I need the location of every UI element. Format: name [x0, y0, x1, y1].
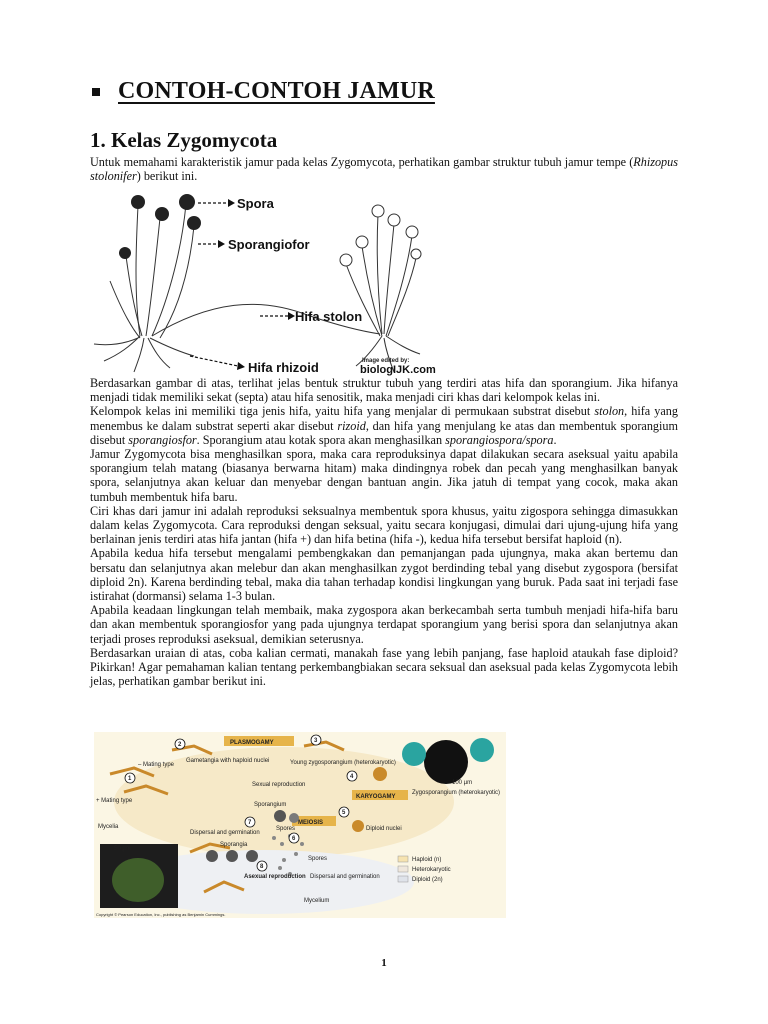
p2-text-e: . [553, 432, 557, 447]
p2-text-d: . Sporangium atau kotak spora akan menghasilkan [196, 432, 446, 447]
step-6-number: 6 [292, 836, 296, 842]
left-plant-illustration [94, 204, 380, 372]
step-5-number: 5 [342, 810, 346, 816]
image-credit-line1: Image edited by: [362, 358, 410, 364]
intro-paragraph [90, 155, 678, 183]
label-hifa-rhizoid: Hifa rhizoid [248, 360, 319, 375]
left-sporangia [119, 194, 201, 259]
main-title: CONTOH-CONTOH JAMUR [118, 78, 435, 104]
step-2-number: 2 [178, 742, 182, 748]
intro-text-before: Untuk memahami karakteristik jamur pada kelas Zygomycota, perhatikan gambar struktur tubuh jamur tempe ( [90, 155, 634, 169]
step-1-number: 1 [128, 776, 132, 782]
paragraph-6: Apabila keadaan lingkungan telah membaik, maka zygospora akan berkecambah serta tumbuh menjadi hifa-hifa baru dan akan membentuk sporangiosfor yang pada ujungnya terdapat sporangium yang berisi spora dan selanjutnya akan terjadi proses reproduksi aseksual, demikian seterusnya. [90, 603, 678, 646]
diploid-nuclei-label: Diploid nuclei [366, 826, 402, 832]
gametangia-label: Gametangia with haploid nuclei [186, 758, 270, 764]
paragraph-5: Apabila kedua hifa tersebut mengalami pembengkakan dan pemanjangan pada ujungnya, maka akan bertemu dan bersatu dan selanjutnya akan melebur dan akan menghasilkan zygot berdinding tebal yang disebut zygospora (bersifat diploid 2n). Karena berdinding tebal, maka dia tahan terhadap kondisi lingkungan yang buruk. Pada saat ini terjadi fase istirahat (dormansi) selama 1-3 bulan. [90, 546, 678, 604]
image-credit-line2: biologIJK.com [360, 364, 436, 376]
meiosis-label: MEIOSIS [298, 820, 324, 826]
term-sporangiospora: sporangiospora/spora [445, 432, 554, 447]
main-heading-row [92, 78, 435, 105]
paragraph-4: Ciri khas dari jamur ini adalah reproduksi seksualnya membentuk spora khusus, yaitu zigospora sehingga dimasukkan dalam kelas Zygomycota. Cara reproduksi dengan seksual, yaitu secara konjugasi, dimulai dari ujung-ujung hifa yang berlainan jenis terdiri atas hifa jantan (hifa +) dan hifa betina (hifa -), kedua hifa tersebut bersifat haploid (n). [90, 503, 678, 547]
section-title: 1. Kelas Zygomycota [90, 128, 278, 152]
term-stolon: stolon [594, 404, 625, 419]
dispersal-germination-1-label: Dispersal and germination [190, 830, 260, 836]
legend-swatch-diploid [398, 876, 408, 882]
p2-text-c: , dan hifa yang menjulang ke atas dan membentuk sporangium disebut [90, 418, 678, 447]
body-text [90, 376, 678, 688]
legend-swatch-heterokaryotic [398, 866, 408, 872]
mating-type-minus-label: – Mating type [138, 762, 175, 768]
rhizopus-structure-figure [90, 186, 436, 376]
sporangia-label: Sporangia [220, 842, 248, 848]
legend-haploid: Haploid (n) [412, 857, 442, 863]
label-sporangiofor: Sporangiofor [228, 237, 310, 252]
micrograph-sporangium [112, 858, 164, 902]
term-sporangiosfor: sporangiosfor [128, 432, 197, 447]
sporangium-label: Sporangium [254, 802, 287, 808]
paragraph-1: Berdasarkan gambar di atas, terlihat jelas bentuk struktur tubuh yang terdiri atas hifa dan sporangium. Jika hifanya menjadi tidak memiliki sekat (septa) atau hifa senositik, maka menjadi ciri khas dari kelompok kelas ini. [90, 376, 678, 405]
arrow-heads [218, 199, 295, 370]
life-cycle-figure [94, 732, 506, 918]
copyright-note: Copyright © Pearson Education, Inc., publishing as Benjamin Cummings. [96, 912, 226, 917]
scale-100-label: 100 µm [452, 780, 473, 786]
term-rizoid: rizoid [337, 418, 366, 433]
spores-2-label: Spores [308, 856, 328, 862]
p2-text-b: , hifa yang menembus ke dalam substrat seperti akar disebut [90, 404, 678, 433]
intro-text-after: ) berikut ini. [136, 169, 198, 184]
young-zygosporangium-label: Young zygosporangium (heterokaryotic) [290, 760, 396, 766]
mating-type-plus-label: + Mating type [96, 798, 133, 804]
spores-1-label: Spores [276, 826, 296, 832]
mycelia-label: Mycelia [98, 824, 119, 830]
zygosporangium-label: Zygosporangium (heterokaryotic) [412, 790, 501, 796]
asexual-reproduction-label: Asexual reproduction [244, 874, 306, 880]
right-sporangia [340, 205, 421, 266]
species-name: Rhizopus stolonifer [90, 155, 678, 184]
label-hifa-stolon: Hifa stolon [295, 309, 363, 324]
mycelium-label: Mycelium [304, 898, 330, 904]
paragraph-2 [90, 404, 678, 447]
step-4-number: 4 [350, 774, 354, 780]
label-spora: Spora [237, 196, 274, 211]
step-8-number: 8 [260, 864, 264, 870]
legend-heterokaryotic: Heterokaryotic [412, 867, 451, 873]
dispersal-germination-2-label: Dispersal and germination [310, 874, 380, 880]
paragraph-3: Jamur Zygomycota bisa menghasilkan spora, maka cara reproduksinya dapat dilakukan secara aseksual yaitu apabila sporangium telah matang (biasanya berwarna hitam) maka dindingnya robek dan pecah yang menghasilkan banyak spora, selanjutnya akan keluar dan menyebar dengan bantuan angin. Jika jatuh di tempat yang cocok, maka akan tumbuh membentuk hifa baru. [90, 447, 678, 504]
sexual-reproduction-label: Sexual reproduction [252, 782, 306, 788]
karyogamy-label: KARYOGAMY [356, 794, 396, 800]
bullet-icon [92, 88, 100, 96]
p2-text-a: Kelompok kelas ini memiliki tiga jenis hifa, yaitu hifa yang menjalar di permukaan substrat disebut [90, 404, 595, 419]
step-3-number: 3 [314, 738, 318, 744]
legend-swatch-haploid [398, 856, 408, 862]
scale-50-label: 50 µm [114, 846, 131, 852]
plasmogamy-label: PLASMOGAMY [230, 740, 274, 746]
legend-diploid: Diploid (2n) [412, 877, 443, 883]
label-arrows [190, 203, 288, 366]
step-7-number: 7 [248, 820, 252, 826]
page-number: 1 [381, 957, 387, 969]
paragraph-7: Berdasarkan uraian di atas, coba kalian cermati, manakah fase yang lebih panjang, fase haploid ataukah fase diploid? Pikirkan! Agar pemahaman kalian tentang perkembangbiakan secara seksual dan aseksual pada kelas Zygomycota lebih jelas, perhatikan gambar berikut ini. [90, 645, 678, 689]
